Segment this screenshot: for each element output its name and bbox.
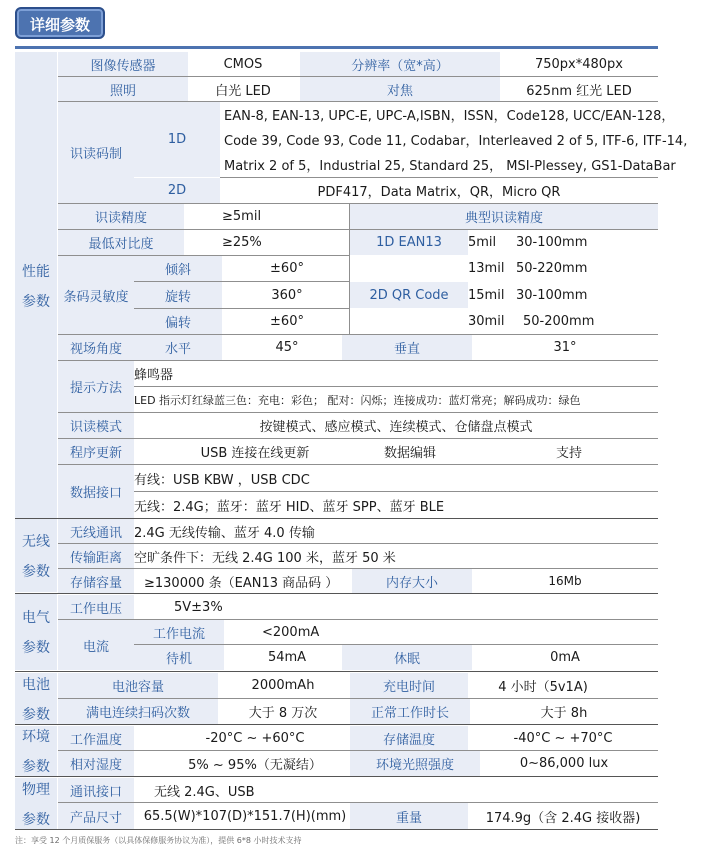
header-rule	[15, 46, 658, 49]
battery-capacity-label: 电池容量	[58, 673, 218, 698]
ean13-range: 30-100mm	[516, 235, 588, 250]
group-wireless-line1: 无线	[22, 533, 50, 550]
sleep-value: 0mA	[550, 650, 580, 665]
r1-range: 50-220mm	[516, 261, 588, 276]
symbology-1d-line2: Code 39, Code 93, Code 11, Codabar，Interleaved 2 of 5, ITF-6, ITF-14,	[224, 134, 688, 149]
storage-label: 存储容量	[58, 569, 134, 593]
illumination-value: 白光 LED	[215, 83, 271, 99]
voltage-label: 工作电压	[58, 595, 134, 619]
skew-value: ±60°	[270, 314, 304, 329]
current-label: 电流	[58, 620, 134, 670]
group-environment-line1: 环境	[22, 729, 50, 745]
rule	[15, 829, 658, 830]
rule	[134, 491, 658, 492]
battery-capacity-value: 2000mAh	[251, 678, 315, 693]
symbology-2d-label: 2D	[134, 178, 220, 203]
group-physical-line2: 参数	[22, 811, 50, 828]
work-current-value: <200mA	[262, 624, 320, 640]
illumination-label: 照明	[58, 77, 188, 101]
memory-label: 内存大小	[352, 569, 472, 593]
column-divider	[349, 204, 350, 334]
rule	[58, 255, 350, 256]
rule	[58, 464, 658, 465]
charge-time-value: 4 小时（5v1A)	[498, 680, 588, 695]
group-wireless	[15, 519, 57, 592]
memory-value: 16Mb	[548, 574, 582, 588]
work-current-label: 工作电流	[134, 620, 224, 644]
rule	[15, 776, 658, 777]
rule	[58, 76, 658, 77]
r2-range: 30-100mm	[516, 287, 588, 303]
work-duration-value: 大于 8h	[540, 706, 588, 721]
skew-label: 偏转	[134, 309, 222, 334]
symbology-label: 识读码制	[58, 102, 134, 203]
reading-mode-label: 识读模式	[58, 413, 134, 438]
rule	[134, 281, 350, 282]
sensor-value: CMOS	[223, 56, 263, 72]
rotation-label: 旋转	[134, 282, 222, 308]
group-physical-line1: 物理	[22, 781, 50, 798]
symbology-1d-list	[224, 104, 687, 179]
group-electrical-line2: 参数	[22, 640, 50, 656]
reading-mode-value: 按键模式、感应模式、连续模式、仓储盘点模式	[259, 420, 533, 435]
group-environment	[15, 726, 57, 776]
r1-mil: 13mil	[468, 261, 505, 276]
group-performance-line2: 参数	[22, 293, 50, 310]
work-duration-label: 正常工作时长	[350, 699, 470, 724]
wireless-distance-value: 空旷条件下：无线 2.4G 100 米，蓝牙 50 米	[134, 550, 396, 566]
humidity-value: 5% ~ 95%（无凝结）	[188, 758, 322, 773]
wireless-comm-label: 无线通讯	[58, 519, 134, 543]
rule	[134, 308, 350, 309]
comm-interface-label: 通讯接口	[58, 778, 134, 802]
tilt-label: 倾斜	[134, 256, 222, 281]
sensor-label: 图像传感器	[58, 52, 188, 76]
precision-label: 识读精度	[58, 204, 184, 229]
rule	[58, 438, 658, 439]
ean13-mil: 5mil	[468, 235, 497, 250]
group-physical	[15, 778, 57, 829]
rule	[58, 412, 658, 413]
full-scan-value: 大于 8 万次	[248, 706, 318, 721]
rule	[58, 101, 658, 102]
group-battery-line1: 电池	[22, 676, 50, 693]
light-label: 环境光照强度	[350, 751, 480, 776]
tilt-value: ±60°	[270, 261, 304, 276]
data-interface-wireless: 无线：2.4G；蓝牙：蓝牙 HID、蓝牙 SPP、蓝牙 BLE	[134, 499, 445, 515]
weight-value: 174.9g（含 2.4G 接收器)	[485, 810, 641, 826]
focus-value: 625nm 红光 LED	[526, 83, 632, 99]
fov-vertical-value: 31°	[553, 340, 577, 355]
group-wireless-line2: 参数	[22, 563, 50, 580]
storage-temp-label: 存储温度	[350, 726, 468, 750]
sensitivity-label: 条码灵敏度	[58, 256, 134, 334]
rule	[58, 360, 658, 361]
r2-mil: 15mil	[468, 287, 505, 303]
voltage-value: 5V±3%	[174, 599, 223, 615]
rule	[58, 334, 658, 335]
rule	[220, 177, 658, 178]
rule	[58, 750, 658, 751]
fov-horizontal-value: 45°	[275, 340, 299, 355]
data-interface-wired: 有线：USB KBW ，USB CDC	[134, 472, 310, 488]
r3-mil: 30mil	[468, 314, 505, 329]
rule	[15, 593, 658, 594]
rule	[15, 724, 658, 725]
focus-label: 对焦	[300, 77, 500, 101]
resolution-label: 分辨率（宽*高）	[300, 52, 500, 76]
qr-code-label: 2D QR Code	[350, 282, 468, 308]
symbology-1d-line1: EAN-8, EAN-13, UPC-E, UPC-A,ISBN，ISSN，Code128, UCC/EAN-128，	[224, 109, 675, 124]
prompt-led: LED 指示灯红绿蓝三色：充电：彩色； 配对：闪烁；连接成功：蓝灯常亮；解码成功：绿色	[134, 393, 581, 407]
group-environment-line2: 参数	[22, 759, 50, 775]
precision-value: ≥5mil	[222, 209, 262, 224]
symbology-1d-line3: Matrix 2 of 5，Industrial 25, Standard 25， MSI-Plessey, GS1-DataBar	[224, 159, 676, 174]
rule	[58, 698, 658, 699]
humidity-label: 相对湿度	[58, 751, 134, 776]
contrast-label: 最低对比度	[58, 230, 184, 255]
ean13-code-label: 1D EAN13	[350, 230, 468, 255]
r3-range: 50-200mm	[523, 314, 595, 329]
rule	[58, 543, 658, 544]
standby-label: 待机	[134, 645, 224, 670]
prompt-buzzer: 蜂鸣器	[134, 368, 174, 383]
work-temp-label: 工作温度	[58, 726, 134, 750]
prompt-label: 提示方法	[58, 361, 134, 412]
section-badge: 详细参数	[15, 7, 105, 39]
group-electrical	[15, 594, 57, 670]
resolution-value: 750px*480px	[534, 56, 624, 72]
symbology-2d-value: PDF417，Data Matrix，QR，Micro QR	[317, 185, 561, 200]
fov-horizontal-label: 水平	[134, 335, 222, 360]
standby-value: 54mA	[267, 650, 307, 665]
rule	[15, 671, 658, 672]
storage-temp-value: -40°C ~ +70°C	[513, 730, 613, 746]
footer-note: 注：享受 12 个月质保服务（以具体保修服务协议为准），提供 6*8 小时技术支持	[15, 836, 302, 845]
group-performance	[15, 52, 57, 519]
data-edit-label: 数据编辑	[383, 446, 436, 461]
typical-precision-label: 典型识读精度	[350, 204, 658, 229]
symbology-1d-label: 1D	[134, 102, 220, 177]
wireless-comm-value: 2.4G 无线传输、蓝牙 4.0 传输	[134, 525, 315, 541]
work-temp-value: -20°C ~ +60°C	[205, 730, 305, 746]
rule	[58, 229, 658, 230]
size-label: 产品尺寸	[58, 803, 134, 829]
contrast-value: ≥25%	[222, 235, 262, 250]
update-value: USB 连接在线更新	[200, 446, 310, 461]
fov-vertical-label: 垂直	[342, 335, 472, 360]
wireless-distance-label: 传输距离	[58, 544, 134, 568]
group-electrical-line1: 电气	[22, 610, 50, 626]
update-label: 程序更新	[58, 439, 134, 464]
charge-time-label: 充电时间	[350, 673, 468, 698]
weight-label: 重量	[350, 803, 468, 829]
rule	[134, 644, 658, 645]
group-battery-line2: 参数	[22, 706, 50, 723]
group-battery	[15, 673, 57, 724]
rule	[58, 568, 658, 569]
storage-value: ≥130000 条（EAN13 商品码 ）	[144, 575, 339, 591]
sleep-label: 休眠	[342, 645, 472, 670]
rule	[58, 203, 658, 204]
light-value: 0~86,000 lux	[519, 756, 609, 771]
full-scan-label: 满电连续扫码次数	[58, 699, 218, 724]
data-interface-label: 数据接口	[58, 465, 134, 518]
rule	[58, 802, 658, 803]
rule	[58, 619, 658, 620]
group-performance-line1: 性能	[22, 263, 50, 280]
comm-interface-value: 无线 2.4G、USB	[154, 784, 255, 800]
data-edit-value: 支持	[555, 446, 582, 461]
size-value: 65.5(W)*107(D)*151.7(H)(mm)	[143, 808, 347, 824]
rule	[15, 518, 658, 519]
rule	[134, 386, 658, 387]
fov-label: 视场角度	[58, 335, 134, 360]
rotation-value: 360°	[271, 287, 303, 303]
